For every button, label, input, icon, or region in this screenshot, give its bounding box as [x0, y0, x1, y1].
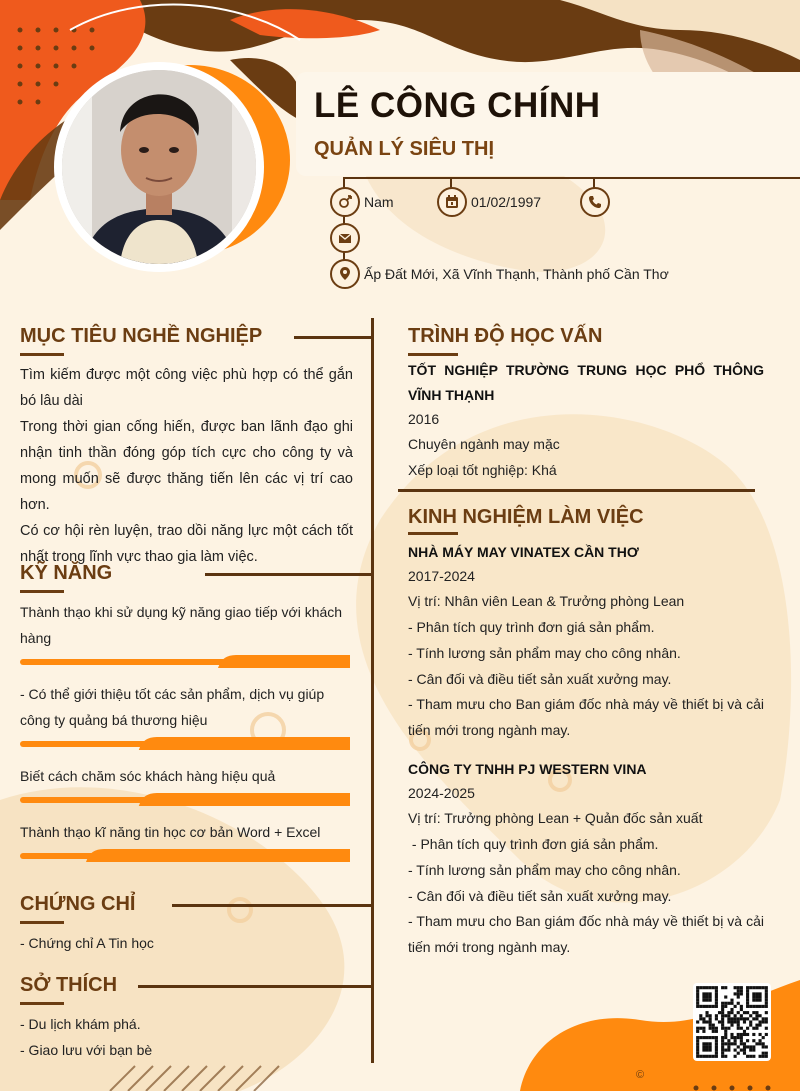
job-1-line: - Tính lương sản phẩm may cho công nhân.: [408, 645, 681, 661]
hobbies-rule: [138, 985, 372, 988]
experience-heading: KINH NGHIỆM LÀM VIỆC: [408, 506, 644, 528]
experience-underline: [408, 532, 458, 535]
hobbies-underline: [20, 1002, 64, 1005]
objective-rule: [294, 336, 372, 339]
gender-value: Nam: [364, 194, 394, 210]
skill-text-1: Thành thạo khi sử dụng kỹ năng giao tiếp với khách hàng: [20, 604, 343, 646]
qr-code-icon: [693, 983, 771, 1061]
objective-heading: MỤC TIÊU NGHỀ NGHIỆP: [20, 325, 263, 347]
certificates-heading: CHỨNG CHỈ: [20, 893, 136, 915]
skill-text-3: Biết cách chăm sóc khách hàng hiệu quả: [20, 768, 276, 784]
skill-text-2: - Có thể giới thiệu tốt các sản phẩm, dịch vụ giúp công ty quảng bá thương hiệu: [20, 686, 325, 728]
skill-bar-fill: [86, 849, 350, 862]
hobby-item-1: - Du lịch khám phá.: [20, 1016, 141, 1032]
job-2-line: - Cân đối và điều tiết sản xuất xưởng may.: [408, 888, 672, 904]
job-1-period: 2017-2024: [408, 568, 475, 584]
skills-underline: [20, 590, 64, 593]
job-1-line: - Phân tích quy trình đơn giá sản phẩm.: [408, 619, 655, 635]
email-icon[interactable]: [330, 223, 360, 253]
job-1-line: - Tham mưu cho Ban giám đốc nhà máy về thiết bị và cải tiến mới trong ngành may.: [408, 696, 764, 738]
skill-bar-3: [20, 793, 350, 806]
skill-bar-4: [20, 849, 350, 862]
job-2-line: Vị trí: Trưởng phòng Lean + Quản đốc sản xuất: [408, 810, 703, 826]
job-2-line: - Tham mưu cho Ban giám đốc nhà máy về thiết bị và cải tiến mới trong ngành may.: [408, 913, 764, 955]
job-2-line: - Tính lương sản phẩm may cho công nhân.: [408, 862, 681, 878]
address-value: Ấp Đất Mới, Xã Vĩnh Thạnh, Thành phố Cần Thơ: [364, 266, 669, 282]
skills-rule: [205, 573, 372, 576]
education-heading: TRÌNH ĐỘ HỌC VẤN: [408, 325, 603, 347]
job-2-line: - Phân tích quy trình đơn giá sản phẩm.: [408, 836, 659, 852]
job-1-line: Vị trí: Nhân viên Lean & Trưởng phòng Lean: [408, 593, 685, 609]
birthday-value: 01/02/1997: [471, 194, 542, 210]
skill-bar-1: [20, 655, 350, 668]
contact-divider: [343, 177, 800, 179]
avatar: [62, 70, 256, 264]
candidate-name: LÊ CÔNG CHÍNH: [314, 86, 601, 125]
education-underline: [408, 353, 458, 356]
job-2-company: CÔNG TY TNHH PJ WESTERN VINA: [408, 761, 647, 777]
skill-bar-2: [20, 737, 350, 750]
job-title: QUẢN LÝ SIÊU THỊ: [314, 138, 495, 160]
copyright-mark: ©: [636, 1069, 645, 1081]
education-rule: [398, 489, 755, 492]
job-1-company: NHÀ MÁY MAY VINATEX CẦN THƠ: [408, 544, 639, 560]
education-school: TỐT NGHIỆP TRƯỜNG TRUNG HỌC PHỔ THÔNG VĨNH THẠNH: [408, 362, 764, 403]
job-2-period: 2024-2025: [408, 785, 475, 801]
objective-underline: [20, 353, 64, 356]
certificates-underline: [20, 921, 64, 924]
certificates-rule: [172, 904, 372, 907]
skill-bar-fill: [139, 737, 350, 750]
person-portrait-icon: [62, 70, 256, 264]
certificate-item: - Chứng chỉ A Tin học: [20, 935, 154, 951]
education-major: Chuyên ngành may mặc: [408, 436, 560, 452]
column-divider: [371, 318, 374, 1063]
education-grade: Xếp loại tốt nghiệp: Khá: [408, 462, 557, 478]
skill-bar-fill: [139, 793, 350, 806]
skill-text-4: Thành thạo kĩ năng tin học cơ bản Word + Excel: [20, 824, 321, 840]
location-pin-icon: [330, 259, 360, 289]
calendar-icon: [437, 187, 467, 217]
objective-text: Tìm kiếm được một công việc phù hợp có thể gắn bó lâu dài Trong thời gian cống hiến, được ban lãnh đạo ghi nhận tinh thần đóng góp tích cực cho công ty và mong muốn sẽ được thăng tiến lên các vị trí cao hơn. Có cơ hội rèn luyện, trao dồi năng lực một cách tốt nhất trong lĩnh vực thao gia làm việc.: [20, 367, 353, 565]
education-year: 2016: [408, 411, 440, 427]
qr-code[interactable]: [693, 983, 771, 1061]
skill-bar-fill: [218, 655, 350, 668]
skills-heading: KỸ NĂNG: [20, 562, 113, 584]
hobby-item-2: - Giao lưu với bạn bè: [20, 1042, 153, 1058]
job-1-line: - Cân đối và điều tiết sản xuất xưởng may.: [408, 671, 672, 687]
gender-icon: [330, 187, 360, 217]
hobbies-heading: SỞ THÍCH: [20, 974, 118, 996]
phone-icon[interactable]: [580, 187, 610, 217]
